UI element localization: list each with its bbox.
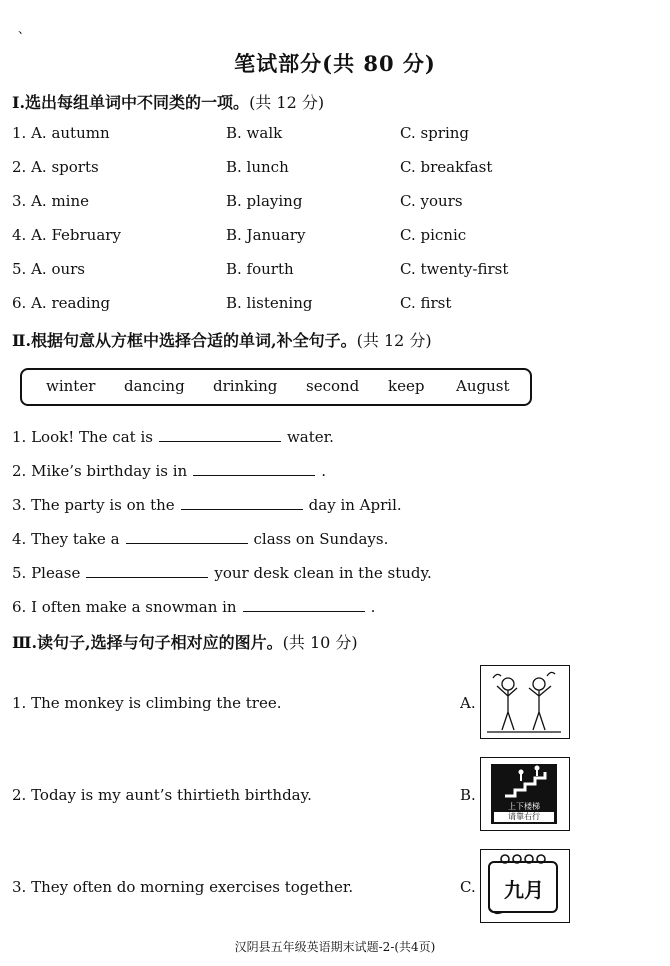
- section2-points: (共 12 分): [356, 331, 432, 350]
- s2-sentence-3: [12, 495, 402, 514]
- s2-s3-pre: 3. The party is on the: [12, 496, 175, 514]
- word-drinking: drinking: [213, 377, 278, 395]
- s1-row6-a: 6. A. reading: [12, 294, 111, 312]
- page-footer: 汉阴县五年级英语期末试题-2-(共4页): [234, 940, 436, 954]
- s3-sentence-3: 3. They often do morning exercises together.: [12, 878, 354, 896]
- answer-blank[interactable]: [243, 597, 365, 612]
- s2-sentence-2: [12, 461, 326, 480]
- s2-s1-pre: 1. Look! The cat is: [12, 428, 153, 446]
- s1-row1-b: B. walk: [226, 124, 283, 142]
- s1-row5-c: C. twenty-first: [400, 260, 509, 278]
- option-b-label: B.: [460, 786, 476, 804]
- section1-heading-text: Ⅰ.选出每组单词中不同类的一项。: [12, 93, 250, 112]
- s2-sentence-6: [12, 597, 375, 616]
- s2-s4-pre: 4. They take a: [12, 530, 120, 548]
- s3-sentence-2: 2. Today is my aunt’s thirtieth birthday.: [12, 786, 312, 804]
- word-keep: keep: [388, 377, 425, 395]
- section3-heading-text: Ⅲ.读句子,选择与句子相对应的图片。: [12, 633, 283, 652]
- s2-s2-pre: 2. Mike’s birthday is in: [12, 462, 188, 480]
- answer-blank[interactable]: [159, 427, 281, 442]
- option-c-label: C.: [460, 878, 476, 896]
- s2-sentence-4: [12, 529, 388, 548]
- picture-b-stairs-sign: [480, 757, 570, 831]
- stairs-icon: [491, 764, 557, 800]
- s2-s5-pre: 5. Please: [12, 564, 81, 582]
- s2-s3-post: day in April.: [308, 496, 402, 514]
- s1-row2-a: 2. A. sports: [12, 158, 99, 176]
- sign-top-text: 上下楼梯: [508, 802, 540, 811]
- s3-sentence-1: 1. The monkey is climbing the tree.: [12, 694, 282, 712]
- word-dancing: dancing: [124, 377, 185, 395]
- page-title: 笔试部分(共 80 分): [234, 51, 436, 76]
- word-august: August: [456, 377, 510, 395]
- s2-s1-post: water.: [286, 428, 334, 446]
- s1-row3-b: B. playing: [226, 192, 303, 210]
- answer-blank[interactable]: [193, 461, 315, 476]
- s1-row1-c: C. spring: [400, 124, 470, 142]
- option-a-label: A.: [460, 694, 476, 712]
- s2-sentence-5: [12, 563, 432, 582]
- s2-s5-post: your desk clean in the study.: [214, 564, 432, 582]
- picture-c-calendar: [480, 849, 570, 923]
- s1-row2-c: C. breakfast: [400, 158, 493, 176]
- s1-row3-a: 3. A. mine: [12, 192, 90, 210]
- s2-s2-post: .: [321, 462, 326, 480]
- s1-row4-a: 4. A. February: [12, 226, 121, 244]
- s1-row5-b: B. fourth: [226, 260, 294, 278]
- s2-sentence-1: [12, 427, 334, 446]
- section2-heading: [12, 328, 432, 351]
- section3-points: (共 10 分): [282, 633, 358, 652]
- s1-row2-b: B. lunch: [226, 158, 289, 176]
- word-winter: winter: [46, 377, 96, 395]
- section1-points: (共 12 分): [249, 93, 325, 112]
- s1-row3-c: C. yours: [400, 192, 463, 210]
- answer-blank[interactable]: [86, 563, 208, 578]
- corner-mark: 、: [18, 22, 31, 36]
- s1-row1-a: 1. A. autumn: [12, 124, 110, 142]
- calendar-month-text: 九月: [504, 878, 544, 902]
- answer-blank[interactable]: [181, 495, 303, 510]
- s1-row4-c: C. picnic: [400, 226, 467, 244]
- s1-row6-b: B. listening: [226, 294, 313, 312]
- section2-heading-text: Ⅱ.根据句意从方框中选择合适的单词,补全句子。: [12, 331, 357, 350]
- sign-bottom-text: 请靠右行: [494, 812, 554, 822]
- answer-blank[interactable]: [126, 529, 248, 544]
- s2-s4-post: class on Sundays.: [253, 530, 389, 548]
- s1-row5-a: 5. A. ours: [12, 260, 86, 278]
- s2-s6-pre: 6. I often make a snowman in: [12, 598, 237, 616]
- picture-a-exercising: [480, 665, 570, 739]
- section1-heading: [12, 90, 324, 113]
- stairs-sign-board: [491, 764, 557, 824]
- word-second: second: [306, 377, 360, 395]
- s1-row4-b: B. January: [226, 226, 306, 244]
- exercising-people-icon: [481, 666, 568, 737]
- section3-heading: [12, 630, 358, 653]
- s1-row6-c: C. first: [400, 294, 452, 312]
- s2-s6-post: .: [370, 598, 376, 616]
